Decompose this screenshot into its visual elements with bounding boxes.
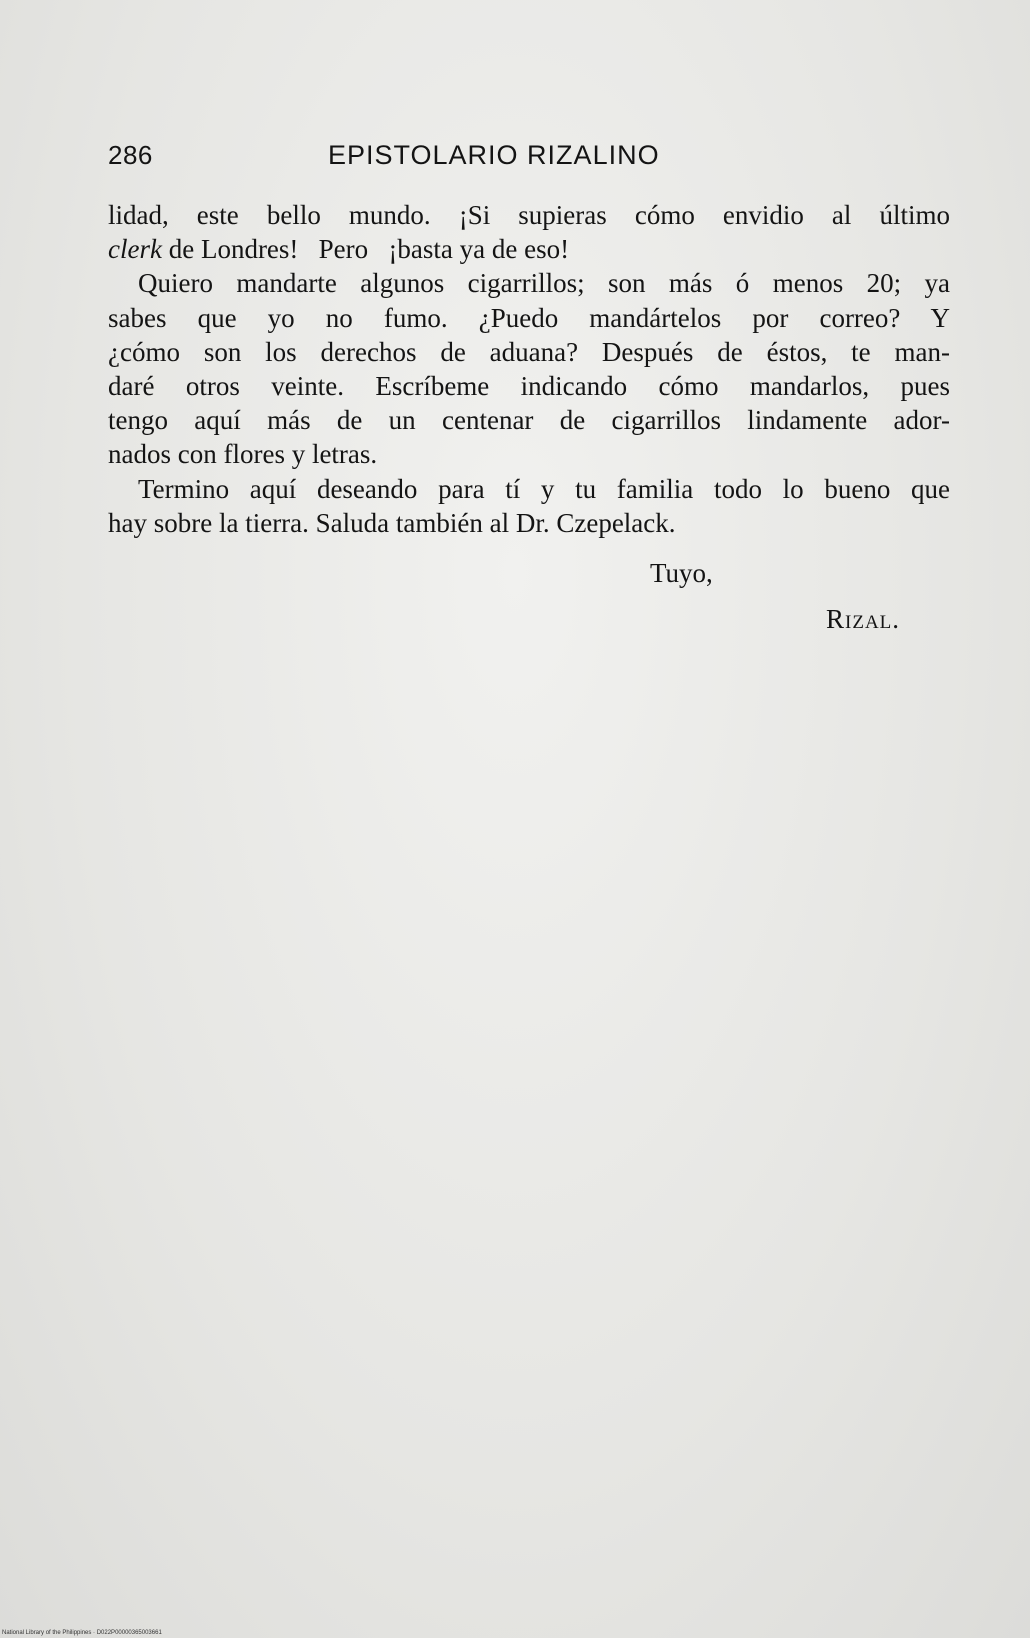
text-line-continuation: de Londres! Pero ¡basta ya de eso! [168,234,570,265]
paragraph-first-line: Termino aquí deseando para tí y tu familia todo lo bueno que [138,473,950,504]
text-line: ¿cómo son los derechos de aduana? Después de éstos, te man- [108,336,950,367]
letter-closing: Tuyo, [650,558,713,588]
letter-signature: Rizal. [826,604,901,634]
text-line [108,232,950,266]
archive-footer-mark: National Library of the Philippines · D022P00000365003661 [2,1630,162,1636]
letter-body [108,198,950,540]
text-line: tengo aquí más de un centenar de cigarrillos lindamente ador- [108,405,950,436]
italic-word: clerk [108,234,162,265]
running-title: EPISTOLARIO RIZALINO [328,140,660,170]
paragraph-first-line: Quiero mandarte algunos cigarrillos; son más ó menos 20; ya [138,268,950,299]
text-line: daré otros veinte. Escríbeme indicando cómo mandarlos, pues [108,370,950,401]
page-number: 286 [108,140,153,170]
paragraph-last-line: hay sobre la tierra. Saluda también al Dr. Czepelack. [108,507,676,538]
text-line: sabes que yo no fumo. ¿Puedo mandártelos por correo? Y [108,302,950,333]
text-line: lidad, este bello mundo. ¡Si supieras cómo envidio al último [108,200,950,230]
page-header [108,140,950,180]
paragraph-last-line: nados con flores y letras. [108,439,378,470]
